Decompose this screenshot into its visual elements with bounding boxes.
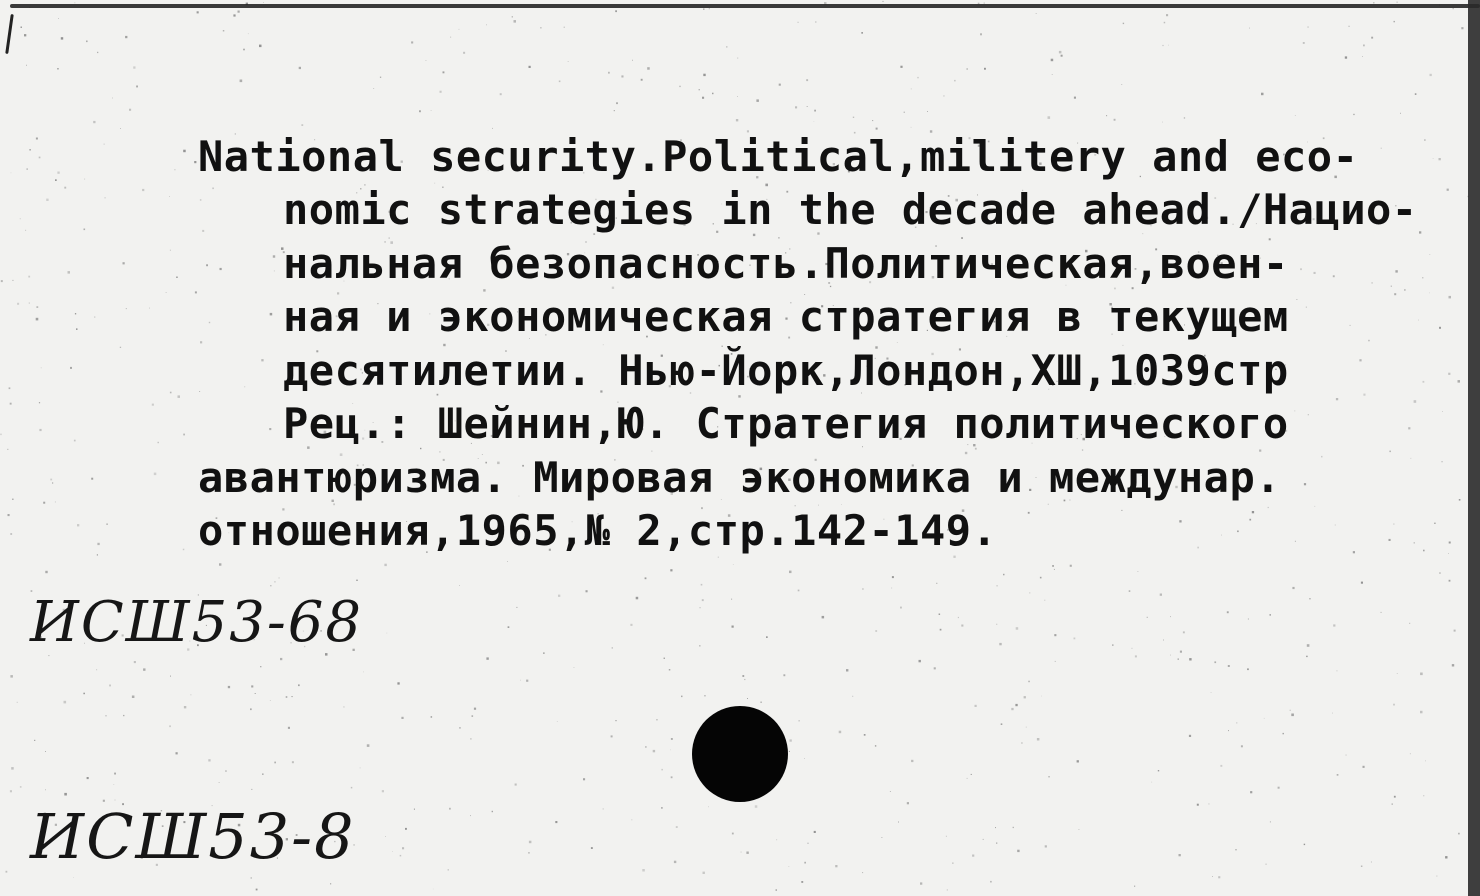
card-right-edge (1468, 0, 1480, 896)
typed-line-3: нальная безопасность.Политическая,воен- (283, 239, 1289, 288)
typed-line-7: авантюризма. Мировая экономика и междунар. (198, 453, 1282, 502)
handwritten-call-number-1: ИСШ53-68 (30, 590, 364, 655)
typed-line-6: Рец.: Шейнин,Ю. Стратегия политического (283, 399, 1289, 448)
typed-line-8: отношения,1965,№ 2,стр.142-149. (198, 506, 998, 555)
typed-line-1: National security.Political,militery and eco- (198, 132, 1359, 181)
typed-line-4: ная и экономическая стратегия в текущем (283, 292, 1289, 341)
typed-line-2: nomic strategies in the decade ahead./Нацио- (283, 185, 1418, 234)
typed-line-5: десятилетии. Нью-Йорк,Лондон,XШ,1039стр (283, 346, 1289, 395)
handwritten-call-number-2: ИСШ53-8 (30, 800, 356, 873)
card-top-edge (10, 4, 1480, 8)
punch-hole (692, 706, 788, 802)
